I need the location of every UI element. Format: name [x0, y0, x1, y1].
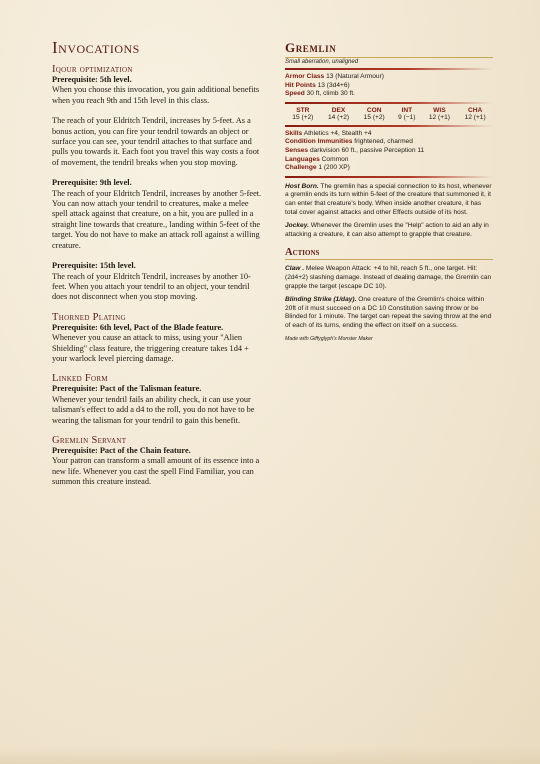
divider [285, 68, 493, 70]
languages: Languages Common [285, 155, 349, 163]
ability-name: STR [296, 106, 310, 114]
subheading-gremlin-servant: Gremlin Servant [52, 434, 127, 446]
page-footer-decoration [0, 746, 540, 764]
action-claw: Claw . Melee Weapon Attack: +4 to hit, reach 5 ft., one target. Hit: (2d4+2) slashing damage. Instead of dealing damage, the Gremlin can grapple the target (escape DC 10). [285, 265, 492, 290]
ability-score: 12 (+1) [428, 113, 450, 121]
skills: Skills Athletics +4, Stealth +4 [285, 129, 372, 137]
hit-points: Hit Points 13 (3d4+6) [285, 81, 350, 89]
senses: Senses darkvision 60 ft., passive Perception 11 [285, 146, 425, 154]
ability-name: CHA [467, 106, 483, 114]
divider [285, 125, 493, 127]
subheading-thorned-plating: Thorned Plating [52, 311, 126, 323]
prereq-gremlin: Prerequisite: Pact of the Chain feature. [52, 445, 191, 455]
condition-immunities: Condition Immunities frightened, charmed [285, 138, 413, 146]
prereq-15th: Prerequisite: 15th level. [52, 261, 136, 271]
ability-name: WIS [433, 106, 446, 114]
divider [285, 176, 493, 178]
prereq-5th: Prerequisite: 5th level. [52, 75, 132, 84]
paragraph: The reach of your Eldritch Tendril, increases by another 5-feet. You can now attach your tendril to creatures, make a melee spell attack against that creature, on a hit, you are pulled in a straight line towards that creature., landing within 5-feet of the target. You do not have to make an attack roll against a willing creature. [52, 188, 262, 250]
armor-class: Armor Class 13 (Natural Armour) [285, 73, 384, 80]
speed: Speed 30 ft, climb 30 ft. [285, 90, 356, 98]
ability-score: 15 (+2) [292, 113, 314, 121]
ability-scores-table [285, 107, 493, 122]
ability-score: 9 (−1) [398, 113, 416, 121]
prereq-9th: Prerequisite: 9th level. [52, 178, 132, 188]
paragraph: The reach of your Eldritch Tendril, increases by another 10-feet. When you attach your tendril to an object, your tendril does not disconnect when you stop moving. [52, 271, 251, 302]
stat-block [285, 40, 493, 342]
ability-score: 14 (+2) [327, 113, 350, 121]
paragraph: Whenever you cause an attack to miss, using your "Alien Shielding" class feature, the triggering creature takes 1d4 + your warlock level piercing damage. [52, 333, 249, 363]
trait-jockey: Jockey. Whenever the Gremlin uses the "Help" action to aid an ally in attacking a creature, it can also attempt to grapple that creature. [285, 222, 489, 238]
ability-name: INT [401, 106, 413, 114]
prereq-linked: Prerequisite: Pact of the Talisman feature. [52, 384, 202, 394]
subheading-linked-form: Linked Form [52, 373, 108, 385]
section-title: Invocations [52, 38, 140, 57]
trait-host-born: Host Born. The gremlin has a special connection to its host, whenever a gremlin ends its turn within 5-feet of the creature that summoned it, it can enter that creature's body. When inside another creature, it has total cover against attacks and other Effects outside of its host. [285, 182, 492, 216]
action-blinding-strike: Blinding Strike (1/day). One creature of the Gremlin's choice within 20ft of it must succeed on a DC 10 Constitution saving throw or be Blinded for 1 minute. The target can repeat the saving throw at the end of each of its turns, ending the effect on itself on a success. [285, 296, 492, 329]
monster-name: Gremlin [285, 40, 493, 58]
made-with-credit: Made with Giffyglyph's Monster Maker [285, 336, 373, 343]
challenge: Challenge 1 (200 XP) [285, 164, 350, 172]
prereq-thorned: Prerequisite: 6th level, Pact of the Blade feature. [52, 322, 224, 332]
subheading-iqour: Iqour optimization [52, 64, 133, 75]
paragraph: Your patron can transform a small amount of its essence into a new life. Whenever you cast the spell Find Familiar, you can summon this creature instead. [52, 456, 260, 487]
ability-score: 12 (+1) [464, 113, 486, 121]
ability-name: DEX [331, 106, 346, 114]
ability-name: CON [366, 106, 382, 114]
paragraph: The reach of your Eldritch Tendril, increases by 5-feet. As a bonus action, you can fire your tendril towards an object or surface you can see, your tendril attaches to that surface and pulls you towards it. Each foot you travel this way costs a foot of movement, the tendril breaks when you stop moving. [52, 116, 260, 167]
ability-score: 15 (+2) [363, 113, 385, 121]
paragraph: When you choose this invocation, you gain additional benefits when you reach 9th and 15th level in this class. [52, 85, 260, 105]
paragraph: Whenever your tendril fails an ability check, it can use your talisman's effect to add a d4 to the roll, you do not have to be wearing the talisman for your tendril to gain this benefit. [52, 394, 255, 425]
divider [285, 102, 493, 104]
actions-heading: Actions [285, 247, 493, 260]
monster-type: Small aberration, unaligned [285, 59, 359, 65]
left-column [52, 38, 262, 488]
